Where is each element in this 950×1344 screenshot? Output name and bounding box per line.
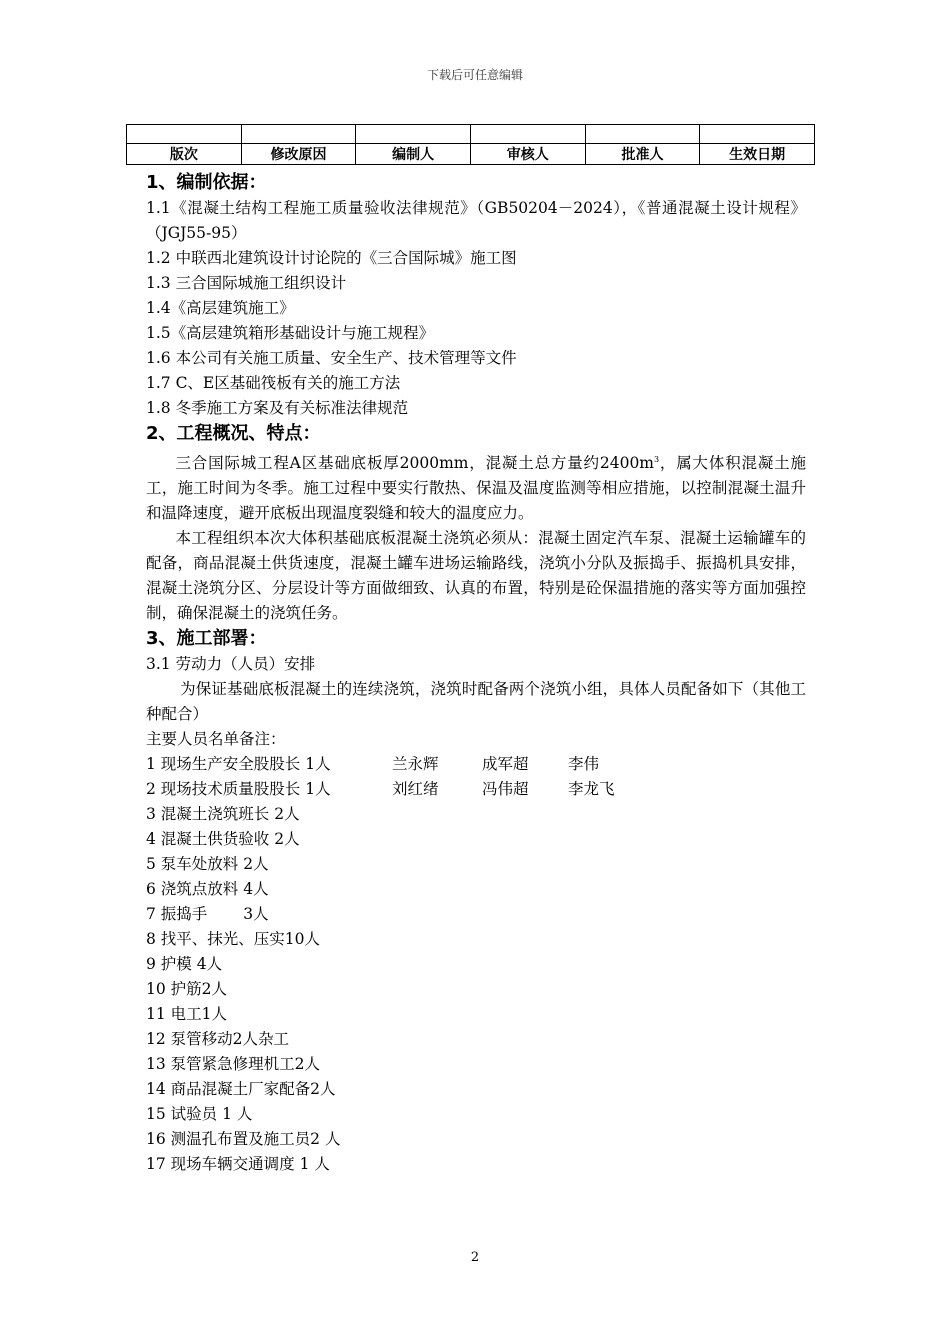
table-cell: [700, 125, 815, 144]
role-label: 2 现场技术质量股股长 1人: [146, 780, 331, 799]
person-name: 刘红绪: [392, 780, 439, 799]
list-item: 1.7 C、E区基础筏板有关的施工方法: [146, 374, 401, 392]
person-name: 李龙飞: [568, 780, 615, 799]
page-number: 2: [470, 1250, 480, 1265]
paragraph-text: ，属大体积混凝土施工，施工时间为冬季。施工过程中要实行散热、保温及温度监测等相应措施，以控制混凝土温升和温降速度，避开底板出现温度裂缝和较大的温度应力。: [146, 454, 806, 523]
person-name: 冯伟超: [482, 780, 529, 799]
list-item: 1.6 本公司有关施工质量、安全生产、技术管理等文件: [146, 349, 517, 367]
list-item: 14 商品混凝土厂家配备2人: [146, 1080, 336, 1099]
list-item: 11 电工1人: [146, 1005, 228, 1024]
table-cell: [470, 125, 585, 144]
paragraph: 为保证基础底板混凝土的连续浇筑，浇筑时配备两个浇筑小组，具体人员配备如下（其他工种配合）: [146, 680, 806, 724]
section-heading: 2、工程概况、特点：: [146, 423, 321, 444]
table-cell: [585, 125, 700, 144]
table-cell: [127, 125, 242, 144]
list-item: 13 泵管紧急修理机工2人: [146, 1055, 321, 1074]
column-header-reviewer: 审核人: [470, 144, 585, 165]
table-row: [146, 777, 806, 802]
paragraph: 本工程组织本次大体积基础底板混凝土浇筑必须从：混凝土固定汽车泵、混凝土运输罐车的配备，商品混凝土供货速度，混凝土罐车进场运输路线，浇筑小分队及振捣手、振捣机具安排，混凝土浇筑分区、分层设计等方面做细致、认真的布置，特别是砼保温措施的落实等方面加强控制，确保混凝土的浇筑任务。: [146, 529, 806, 623]
column-header-effective-date: 生效日期: [700, 144, 815, 165]
list-item: 5 泵车处放料 2人: [146, 855, 269, 874]
column-header-author: 编制人: [356, 144, 471, 165]
role-label: 1 现场生产安全股股长 1人: [146, 755, 331, 774]
superscript: 3: [654, 455, 660, 464]
paragraph-text: 三合国际城工程A区基础底板厚2000mm，混凝土总方量约2400m: [175, 454, 654, 473]
list-item: 1.1《混凝土结构工程施工质量验收法律规范》（GB50204－2024），《普通混凝土设计规程》（JGJ55-95）: [146, 199, 806, 242]
table-row: [146, 752, 806, 777]
person-name: 李伟: [568, 755, 600, 774]
table-cell: [241, 125, 356, 144]
list-item: 6 浇筑点放料 4人: [146, 880, 269, 899]
list-item: 7 振捣手 3人: [146, 905, 269, 924]
list-item: 17 现场车辆交通调度 1 人: [146, 1155, 330, 1174]
list-item: 12 泵管移动2人杂工: [146, 1030, 290, 1049]
list-item: 8 找平、抹光、压实10人: [146, 930, 321, 949]
document-body: [146, 170, 806, 1177]
person-name: 成军超: [482, 755, 529, 774]
section-heading: 1、编制依据：: [146, 172, 267, 193]
list-item: 16 测温孔布置及施工员2 人: [146, 1130, 341, 1149]
list-title: 主要人员名单备注：: [146, 730, 286, 749]
revision-table-blank-row: [127, 125, 815, 144]
table-cell: [356, 125, 471, 144]
column-header-approver: 批准人: [585, 144, 700, 165]
column-header-reason: 修改原因: [241, 144, 356, 165]
list-item: 9 护模 4人: [146, 955, 223, 974]
revision-table-header-row: [127, 144, 815, 165]
revision-table: [126, 124, 815, 165]
list-item: 1.2 中联西北建筑设计讨论院的《三合国际城》施工图: [146, 249, 517, 267]
list-item: 1.5《高层建筑箱形基础设计与施工规程》: [146, 324, 435, 342]
list-item: 1.4《高层建筑施工》: [146, 299, 295, 317]
list-item: 1.3 三合国际城施工组织设计: [146, 274, 347, 292]
section-heading: 3、施工部署：: [146, 628, 267, 650]
list-item: 15 试验员 1 人: [146, 1105, 253, 1124]
list-item: 10 护筋2人: [146, 980, 228, 999]
person-name: 兰永辉: [392, 755, 439, 774]
list-item: 4 混凝土供货验收 2人: [146, 830, 300, 849]
subsection-heading: 3.1 劳动力（人员）安排: [146, 655, 316, 674]
list-item: 3 混凝土浇筑班长 2人: [146, 805, 300, 824]
page-header-note: 下载后可任意编辑: [426, 68, 523, 82]
list-item: 1.8 冬季施工方案及有关标准法律规范: [146, 399, 409, 417]
column-header-version: 版次: [127, 144, 242, 165]
paragraph: [146, 447, 806, 526]
